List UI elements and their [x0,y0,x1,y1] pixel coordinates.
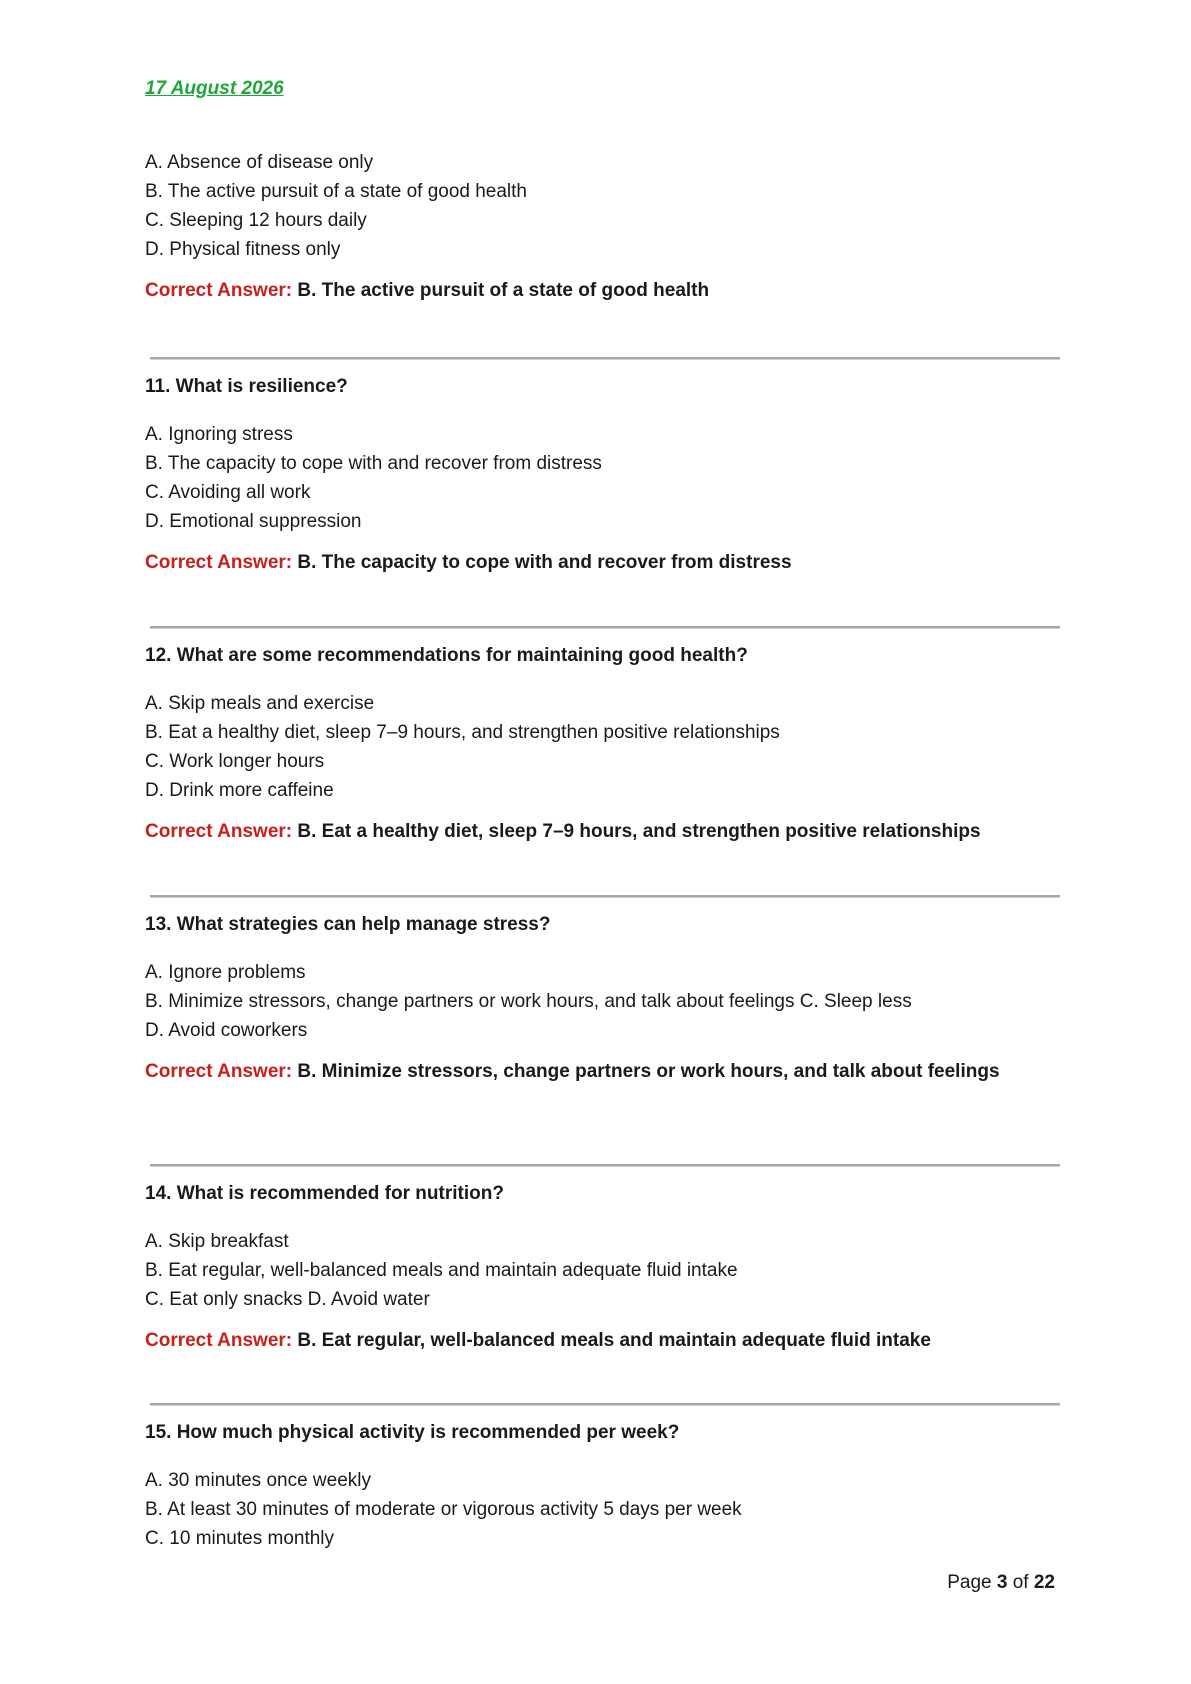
correct-answer [145,1061,1065,1083]
correct-answer [145,821,1065,843]
question-14-block [145,1183,1065,1352]
option-c: C. Sleeping 12 hours daily [145,210,367,231]
question-13-block [145,914,1065,1083]
option-a: A. Skip breakfast [145,1231,289,1252]
correct-answer [145,552,1065,574]
option-a: A. Ignoring stress [145,424,293,445]
option-b: B. The active pursuit of a state of good health [145,181,528,202]
correct-answer-label: Correct Answer: [145,552,293,573]
question-title: 15. How much physical activity is recommended per week? [145,1422,680,1443]
correct-answer-text: B. The capacity to cope with and recover from distress [297,552,792,573]
page-prefix: Page [947,1572,992,1593]
option-d: D. Avoid coworkers [145,1020,308,1041]
page-date: 17 August 2026 [145,78,284,99]
option-b: B. Eat a healthy diet, sleep 7–9 hours, and strengthen positive relationships [145,722,780,743]
option-a: A. 30 minutes once weekly [145,1470,372,1491]
question-title: 12. What are some recommendations for maintaining good health? [145,645,748,666]
correct-answer-label: Correct Answer: [145,1330,293,1351]
divider [150,357,1060,360]
option-c: C. Work longer hours [145,751,325,772]
correct-answer-label: Correct Answer: [145,821,293,842]
option-c: C. Avoiding all work [145,482,311,503]
option-d: D. Emotional suppression [145,511,362,532]
option-b: B. At least 30 minutes of moderate or vigorous activity 5 days per week [145,1499,742,1520]
correct-answer [145,1330,1065,1352]
divider [150,626,1060,629]
option-a: A. Absence of disease only [145,152,374,173]
option-b: B. Minimize stressors, change partners or work hours, and talk about feelings C. Sleep less [145,991,912,1012]
question-11-block [145,376,1065,574]
option-d: D. Physical fitness only [145,239,341,260]
correct-answer [145,280,1065,302]
option-b: B. The capacity to cope with and recover from distress [145,453,602,474]
question-title: 13. What strategies can help manage stress? [145,914,551,935]
question-15-block [145,1422,1065,1553]
page-number [947,1572,1055,1594]
page-current: 3 [996,1572,1008,1593]
option-a: A. Skip meals and exercise [145,693,375,714]
question-title: 14. What is recommended for nutrition? [145,1183,504,1204]
question-10-block [145,148,1065,302]
option-c: C. 10 minutes monthly [145,1528,335,1549]
correct-answer-label: Correct Answer: [145,280,293,301]
divider [150,1403,1060,1406]
option-c: C. Eat only snacks D. Avoid water [145,1289,430,1310]
correct-answer-text: B. The active pursuit of a state of good health [297,280,710,301]
correct-answer-text: B. Eat regular, well-balanced meals and maintain adequate fluid intake [297,1330,931,1351]
option-d: D. Drink more caffeine [145,780,334,801]
page-of: of [1012,1572,1029,1593]
correct-answer-label: Correct Answer: [145,1061,293,1082]
question-12-block [145,645,1065,843]
page-total: 22 [1033,1572,1055,1593]
correct-answer-text: B. Minimize stressors, change partners or work hours, and talk about feelings [297,1061,1000,1082]
correct-answer-text: B. Eat a healthy diet, sleep 7–9 hours, and strengthen positive relationships [297,821,981,842]
option-b: B. Eat regular, well-balanced meals and maintain adequate fluid intake [145,1260,738,1281]
divider [150,1164,1060,1167]
option-a: A. Ignore problems [145,962,306,983]
divider [150,895,1060,898]
question-title: 11. What is resilience? [145,376,348,397]
